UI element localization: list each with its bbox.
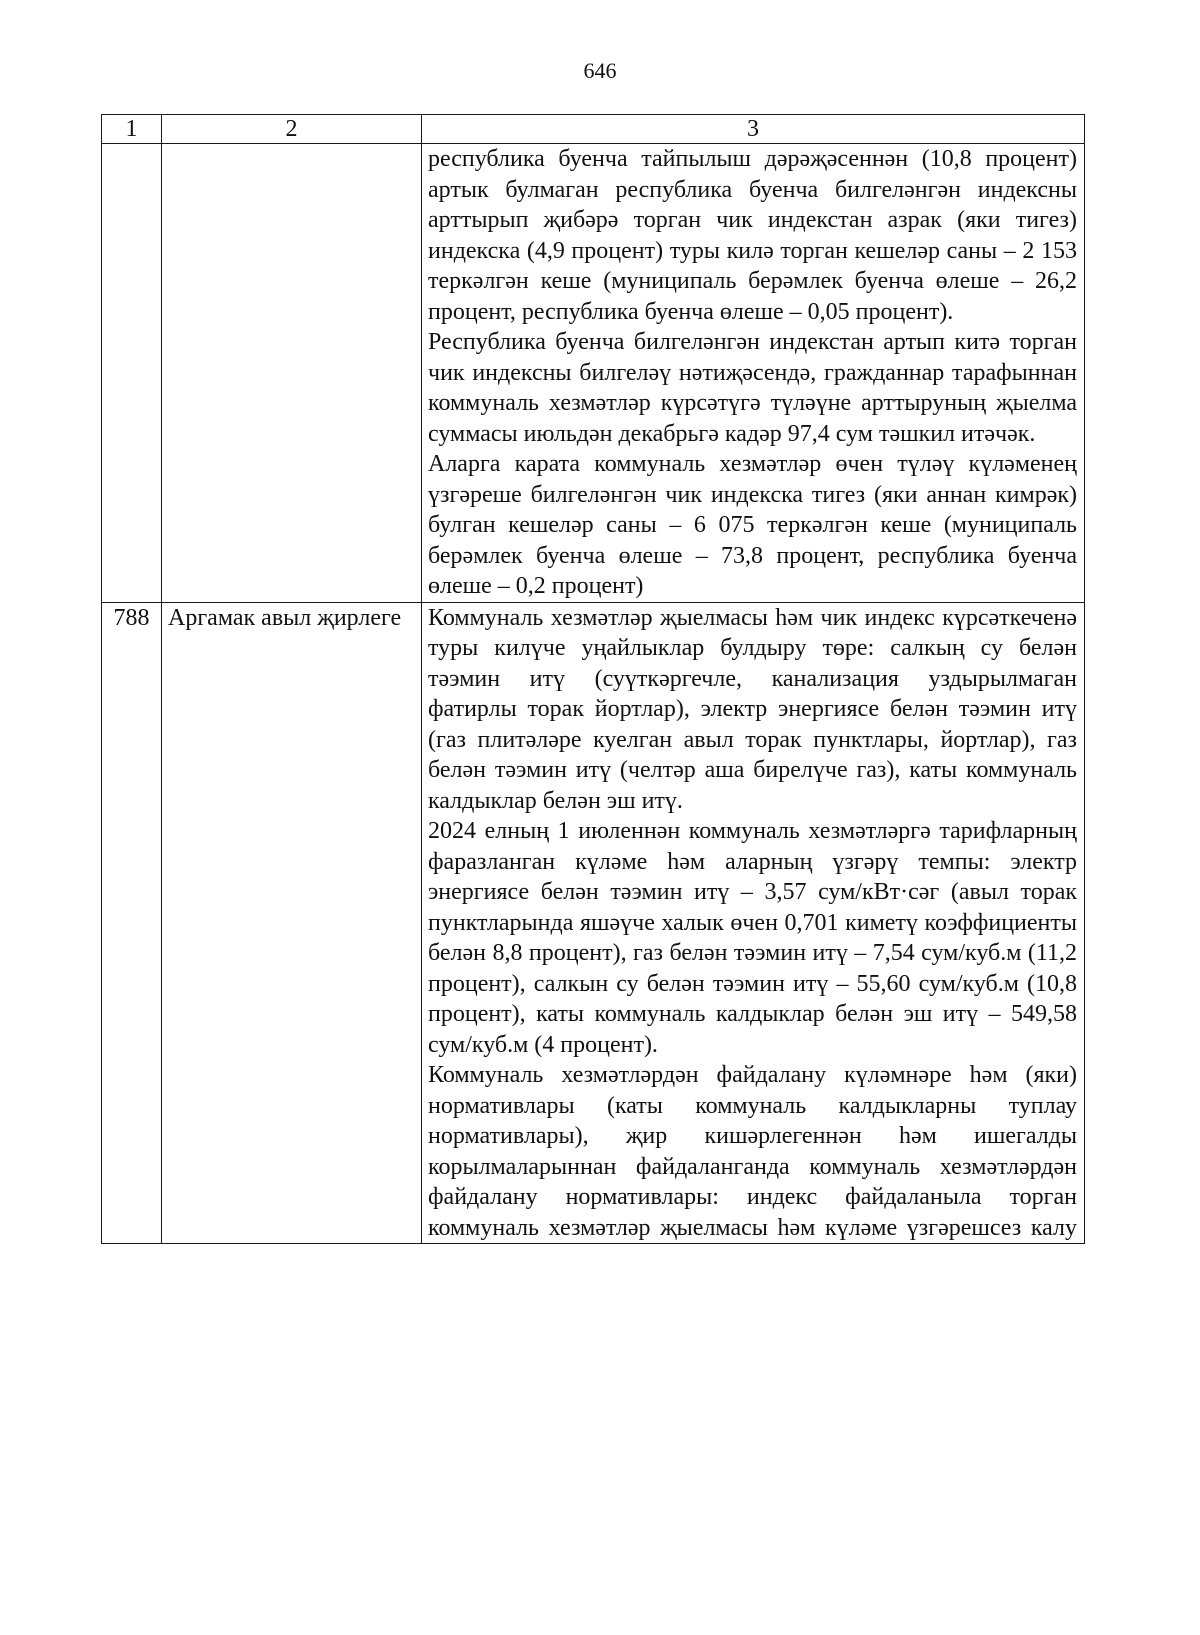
settlement-name: Аргамак авыл җирлеге bbox=[162, 602, 422, 1244]
document-table bbox=[101, 114, 1085, 1244]
row-text-cell bbox=[422, 602, 1085, 1244]
settlement-name bbox=[162, 144, 422, 603]
page-number: 646 bbox=[583, 58, 617, 83]
row-text-cell bbox=[422, 144, 1085, 603]
paragraph: республика буенча тайпылыш дәрәҗәсеннән (10,8 процент) артык булмаган республика буенча билгеләнгән индексны арттырып җибәрә торган чик индекстан азрак (яки тигез) индекска (4,9 процент) туры килә торган кешеләр саны – 2 153 теркәлгән кеше (муниципаль берәмлек буенча өлеше – 26,2 процент, республика буенча өлеше – 0,05 процент). bbox=[428, 146, 1077, 325]
table-row bbox=[102, 144, 1085, 603]
paragraph: Аларга карата коммуналь хезмәтләр өчен түләү күләменең үзгәреше билгеләнгән чик индекска тигез (яки аннан кимрәк) булган кешеләр саны – 6 075 теркәлгән кеше (муниципаль берәмлек буенча өлеше – 73,8 процент, республика буенча өлеше – 0,2 процент) bbox=[428, 451, 1077, 599]
column-header-name: 2 bbox=[162, 115, 422, 144]
row-number bbox=[102, 144, 162, 603]
paragraph: 2024 елның 1 июленнән коммуналь хезмәтләргә тарифларның фаразланган күләме һәм аларның үзгәрү темпы: электр энергиясе белән тәэмин итү – 3,57 сум/кВт·сәг (авыл торак пунктларында яшәүче халык өчен 0,701 киметү коэффициенты белән 8,8 процент), газ белән тәэмин итү – 7,54 сум/куб.м (11,2 процент), салкын су белән тәэмин итү – 55,60 сум/куб.м (10,8 процент), каты коммуналь калдыклар белән эш итү – 549,58 сум/куб.м (4 процент). bbox=[428, 818, 1077, 1058]
row-number: 788 bbox=[102, 602, 162, 1244]
table-row bbox=[102, 602, 1085, 1244]
paragraph: Республика буенча билгеләнгән индекстан артып китә торган чик индексны билгеләү нәтиҗәсендә, гражданнар тарафыннан коммуналь хезмәтләр күрсәтүгә түләүне арттыруның җыелма суммасы июльдән декабрьгә кадәр 97,4 сум тәшкил итәчәк. bbox=[428, 329, 1077, 447]
table-header-row bbox=[102, 115, 1085, 144]
column-header-number: 1 bbox=[102, 115, 162, 144]
paragraph: Коммуналь хезмәтләр җыелмасы һәм чик индекс күрсәткеченә туры килүче уңайлыклар булдыру төре: салкың су белән тәэмин итү (суүткәргечле, канализация уздырылмаган фатирлы торак йортлар), электр энергиясе белән тәэмин итү (газ плитәләре куелган авыл торак пунктлары, йортлар), газ белән тәэмин итү (челтәр аша бирелүче газ), каты коммуналь калдыклар белән эш итү. bbox=[428, 604, 1077, 814]
paragraph: Коммуналь хезмәтләрдән файдалану күләмнәре һәм (яки) нормативлары (каты коммуналь калдыкларны туплау нормативлары), җир кишәрлегеннән һәм ишегалды корылмаларыннан файдаланганда коммуналь хезмәтләрдән файдалану нормативлары: индекс файдаланыла торган коммуналь хезмәтләр җыелмасы һәм күләме үзгәрешсез калу bbox=[428, 1062, 1077, 1241]
column-header-text: 3 bbox=[422, 115, 1085, 144]
